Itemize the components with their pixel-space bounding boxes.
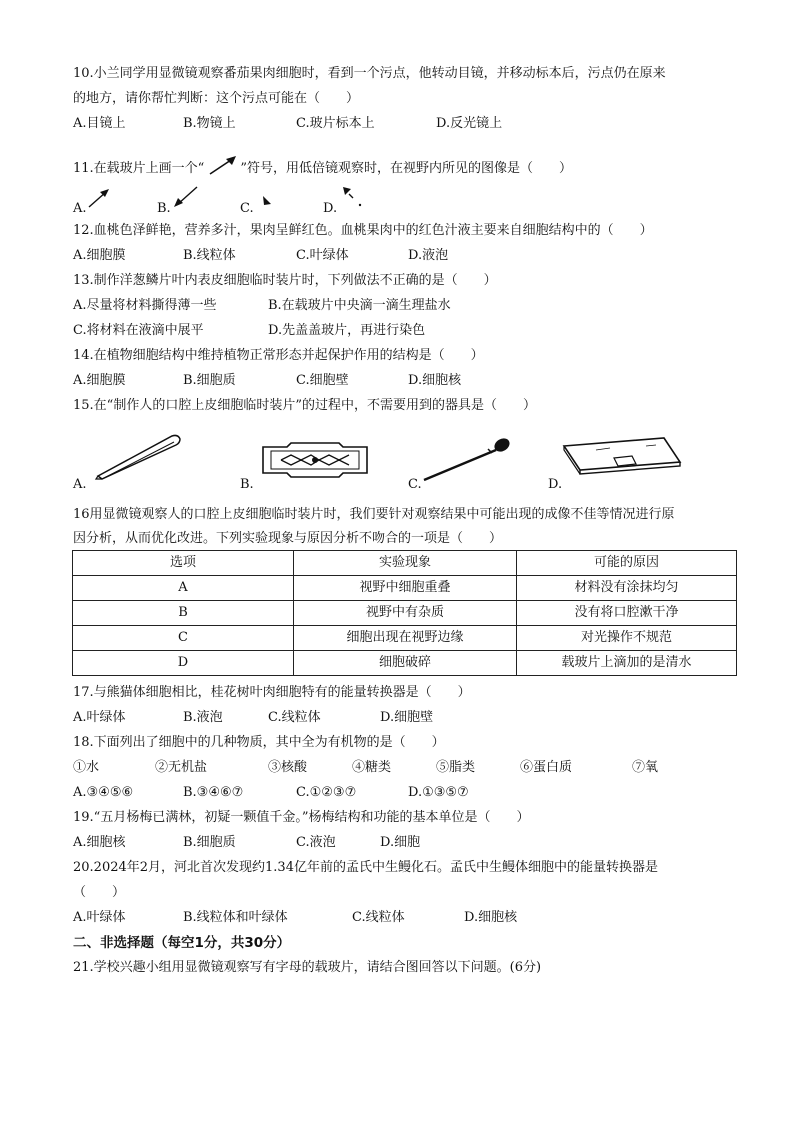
q15-option-b[interactable]: B. [240, 477, 254, 492]
q15-option-d[interactable]: D. [548, 477, 563, 492]
q12-option-b[interactable]: B.线粒体 [183, 248, 236, 263]
q15-option-a[interactable]: A. [73, 477, 87, 492]
table-cell: C [73, 626, 294, 651]
q19-option-d[interactable]: D.细胞 [380, 835, 421, 850]
table-header-row [73, 551, 737, 576]
q11-stem [73, 154, 572, 178]
q17-option-a[interactable]: A.叶绿体 [73, 710, 126, 725]
q20-option-b[interactable]: B.线粒体和叶绿体 [183, 910, 288, 925]
q11-option-d[interactable]: D. [323, 201, 338, 216]
q17-option-d[interactable]: D.细胞壁 [380, 710, 434, 725]
q11-stem-after: ”符号，用低倍镜观察时，在视野内所见的图像是（ ） [240, 161, 572, 176]
q12-option-c[interactable]: C.叶绿体 [296, 248, 349, 263]
q18-item: ⑦氧 [632, 760, 659, 775]
q19-option-c[interactable]: C.液泡 [296, 835, 336, 850]
q14-stem: 14.在植物细胞结构中维持植物正常形态并起保护作用的结构是（ ） [73, 348, 484, 363]
q18-item: ①水 [73, 760, 100, 775]
table-row [73, 601, 737, 626]
q20-stem-line1: 20.2024年2月，河北首次发现约1.34亿年前的孟氏中生鳗化石。孟氏中生鳗体细胞中的能量转换器是 [73, 860, 658, 875]
q18-item: ⑤脂类 [436, 760, 476, 775]
table-cell: B [73, 601, 294, 626]
q19-stem: 19.“五月杨梅已满林，初疑一颗值千金。”杨梅结构和功能的基本单位是（ ） [73, 810, 530, 825]
table-row [73, 651, 737, 676]
table-row [73, 626, 737, 651]
table-header-cell: 选项 [73, 551, 294, 576]
table-cell: A [73, 576, 294, 601]
table-cell: 载玻片上滴加的是清水 [517, 651, 737, 676]
q10-option-c[interactable]: C.玻片标本上 [296, 116, 375, 131]
q15-stem: 15.在“制作人的口腔上皮细胞临时装片”的过程中，不需要用到的器具是（ ） [73, 398, 536, 413]
q11-option-a[interactable]: A. [73, 201, 87, 216]
q20-stem-line2: （ ） [73, 885, 126, 900]
table-row [73, 576, 737, 601]
q13-option-a[interactable]: A.尽量将材料撕得薄一些 [73, 298, 217, 313]
q18-item: ⑥蛋白质 [520, 760, 573, 775]
q15-option-c[interactable]: C. [408, 477, 422, 492]
q12-stem: 12.血桃色泽鲜艳，营养多汁，果肉呈鲜红色。血桃果肉中的红色汁液主要来自细胞结构中的（ ） [73, 223, 653, 238]
q18-option-a[interactable]: A.③④⑤⑥ [73, 785, 134, 800]
tweezers-icon [94, 430, 184, 482]
q10-stem-line1: 10.小兰同学用显微镜观察番茄果肉细胞时，看到一个污点，他转动目镜，并移动标本后，污点仍在原来 [73, 66, 666, 81]
q10-option-a[interactable]: A.目镜上 [73, 116, 126, 131]
dropper-icon [418, 436, 514, 484]
q18-option-d[interactable]: D.①③⑤⑦ [408, 785, 469, 800]
q10-option-b[interactable]: B.物镜上 [183, 116, 236, 131]
q19-option-a[interactable]: A.细胞核 [73, 835, 126, 850]
q18-option-c[interactable]: C.①②③⑦ [296, 785, 357, 800]
q17-option-c[interactable]: C.线粒体 [268, 710, 321, 725]
q19-option-b[interactable]: B.细胞质 [183, 835, 236, 850]
q13-option-b[interactable]: B.在载玻片中央滴一滴生理盐水 [268, 298, 451, 313]
q14-option-a[interactable]: A.细胞膜 [73, 373, 126, 388]
arrow-down-left-icon [170, 184, 200, 210]
section-title: 二、非选择题（每空1分，共30分） [73, 935, 291, 951]
q11-stem-before: 11.在载玻片上画一个“ [73, 161, 205, 176]
q13-option-d[interactable]: D.先盖盖玻片，再进行染色 [268, 323, 426, 338]
q14-option-c[interactable]: C.细胞壁 [296, 373, 349, 388]
q10-option-d[interactable]: D.反光镜上 [436, 116, 503, 131]
arrowhead-down-right-icon [259, 194, 275, 208]
q11-option-c[interactable]: C. [240, 201, 254, 216]
q18-item: ④糖类 [352, 760, 392, 775]
q11-option-b[interactable]: B. [157, 201, 171, 216]
arrow-up-right-icon [204, 154, 240, 176]
arrow-up-left-dotted-icon [340, 184, 368, 210]
q18-stem: 18.下面列出了细胞中的几种物质，其中全为有机物的是（ ） [73, 735, 445, 750]
q12-option-d[interactable]: D.液泡 [408, 248, 449, 263]
table-cell: 材料没有涂抹均匀 [517, 576, 737, 601]
table-cell: 视野中细胞重叠 [294, 576, 517, 601]
table-cell: 视野中有杂质 [294, 601, 517, 626]
q13-stem: 13.制作洋葱鳞片叶内表皮细胞临时装片时，下列做法不正确的是（ ） [73, 273, 497, 288]
q14-option-d[interactable]: D.细胞核 [408, 373, 462, 388]
table-cell: 细胞出现在视野边缘 [294, 626, 517, 651]
q17-stem: 17.与熊猫体细胞相比，桂花树叶肉细胞特有的能量转换器是（ ） [73, 685, 471, 700]
q20-option-a[interactable]: A.叶绿体 [73, 910, 126, 925]
q14-option-b[interactable]: B.细胞质 [183, 373, 236, 388]
table-cell: 对光操作不规范 [517, 626, 737, 651]
table-cell: D [73, 651, 294, 676]
q17-option-b[interactable]: B.液泡 [183, 710, 223, 725]
q16-table [72, 550, 737, 676]
glass-slide-icon [560, 436, 684, 476]
q16-stem-line2: 因分析，从而优化改进。下列实验现象与原因分析不吻合的一项是（ ） [73, 531, 503, 546]
table-header-cell: 实验现象 [294, 551, 517, 576]
q12-option-a[interactable]: A.细胞膜 [73, 248, 126, 263]
table-cell: 没有将口腔漱干净 [517, 601, 737, 626]
razor-blade-icon [257, 441, 373, 479]
q20-option-c[interactable]: C.线粒体 [352, 910, 405, 925]
q18-item: ③核酸 [268, 760, 308, 775]
q18-item: ②无机盐 [155, 760, 208, 775]
q10-stem-line2: 的地方，请你帮忙判断：这个污点可能在（ ） [73, 91, 360, 106]
arrow-up-right-icon [86, 186, 112, 210]
q21-stem: 21.学校兴趣小组用显微镜观察写有字母的载玻片，请结合图回答以下问题。(6分) [73, 960, 542, 975]
q16-stem-line1: 16用显微镜观察人的口腔上皮细胞临时装片时，我们要针对观察结果中可能出现的成像不佳等情况进行原 [73, 507, 675, 522]
q13-option-c[interactable]: C.将材料在液滴中展平 [73, 323, 204, 338]
q20-option-d[interactable]: D.细胞核 [464, 910, 518, 925]
table-header-cell: 可能的原因 [517, 551, 737, 576]
table-cell: 细胞破碎 [294, 651, 517, 676]
q18-option-b[interactable]: B.③④⑥⑦ [183, 785, 244, 800]
